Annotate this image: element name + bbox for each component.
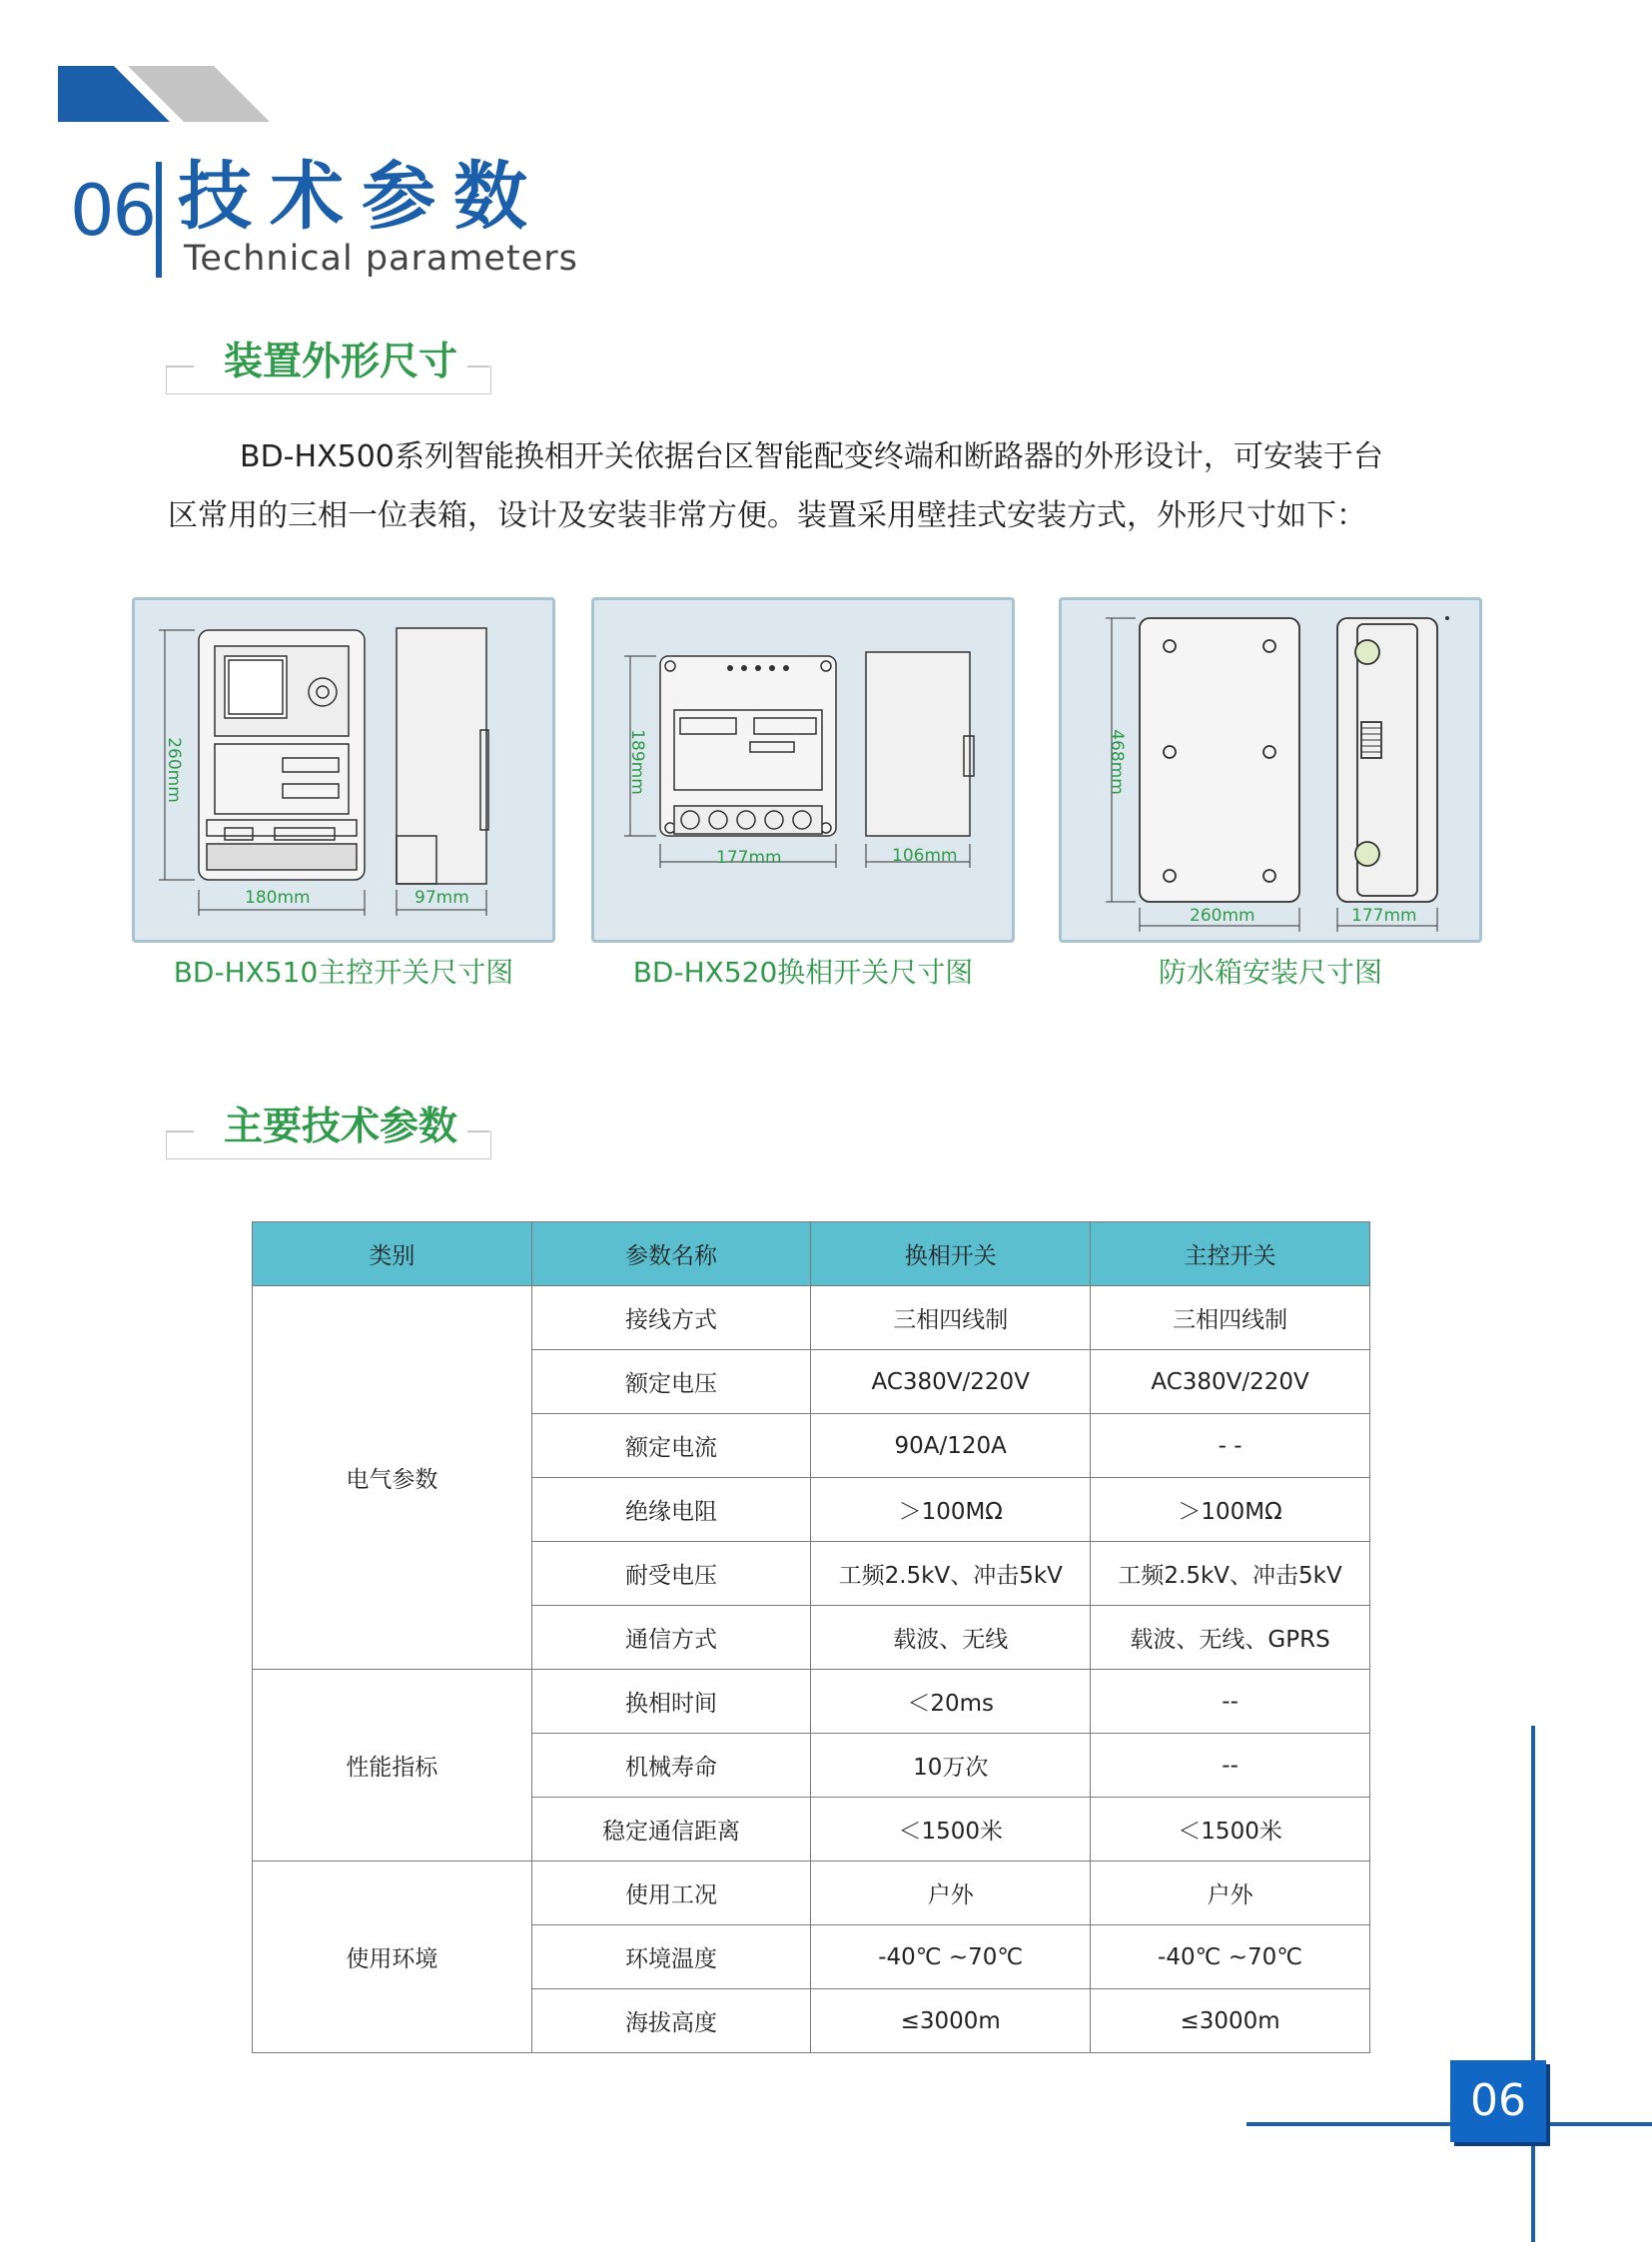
table-cell: 绝缘电阻 [531,1478,811,1542]
figure-panel-hx520 [591,597,1015,943]
column-header: 主控开关 [1091,1222,1370,1286]
dim-depth: 177mm [1351,906,1417,926]
category-cell: 电气参数 [253,1286,532,1670]
category-cell: 性能指标 [253,1670,532,1862]
figure-caption: BD-HX520换相开关尺寸图 [632,956,974,989]
table-row [253,1862,1370,1925]
table-cell: ＜20ms [811,1670,1091,1734]
page-number: 06 [1450,2060,1546,2142]
hx510-drawing [135,600,552,940]
page-title: 技术参数 [178,154,545,240]
table-cell: ＜1500米 [811,1798,1091,1862]
table-cell: 稳定通信距离 [531,1798,811,1862]
table-cell: 载波、无线、GPRS [1091,1606,1370,1670]
figure-caption: BD-HX510主控开关尺寸图 [173,956,514,989]
table-cell: ＞100MΩ [811,1478,1091,1542]
intro-paragraph [168,427,1486,545]
table-cell: 接线方式 [531,1286,811,1350]
table-cell: AC380V/220V [811,1350,1091,1414]
table-cell: 户外 [1091,1862,1370,1925]
table-cell: 机械寿命 [531,1734,811,1798]
table-cell: -- [1091,1670,1370,1734]
section-heading-dimensions [166,336,495,393]
section-heading-text: 装置外形尺寸 [220,342,467,384]
table-cell: 换相时间 [531,1670,811,1734]
table-cell: 耐受电压 [531,1542,811,1606]
dim-width: 180mm [245,888,311,908]
figure-panel-hx510 [132,597,555,943]
table-cell: 户外 [811,1862,1091,1925]
section-heading-text: 主要技术参数 [220,1107,467,1149]
chapter-number: 06 [70,170,156,252]
table-cell: -40℃ ~70℃ [811,1925,1091,1989]
table-cell: 10万次 [811,1734,1091,1798]
table-cell: -- [1091,1734,1370,1798]
table-cell: 三相四线制 [1091,1286,1370,1350]
paragraph-line: 区常用的三相一位表箱，设计及安装非常方便。装置采用壁挂式安装方式，外形尺寸如下： [168,498,1366,533]
figure-caption: 防水箱安装尺寸图 [1158,956,1382,989]
table-cell: 使用工况 [531,1862,811,1925]
table-cell: -40℃ ~70℃ [1091,1925,1370,1989]
table-cell: 三相四线制 [811,1286,1091,1350]
table-cell: ＞100MΩ [1091,1478,1370,1542]
table-cell: - - [1091,1414,1370,1478]
page-subtitle: Technical parameters [184,239,578,279]
table-cell: 通信方式 [531,1606,811,1670]
table-cell: 载波、无线 [811,1606,1091,1670]
dim-width: 177mm [716,848,782,868]
table-cell: 工频2.5kV、冲击5kV [811,1542,1091,1606]
hx520-drawing [594,600,1012,940]
column-header: 参数名称 [531,1222,811,1286]
chapter-divider [156,162,162,278]
section-heading-parameters [166,1101,495,1158]
table-cell: ≤3000m [811,1989,1091,2053]
corner-decoration [58,66,270,122]
dim-height: 260mm [164,737,184,803]
footer-vertical-line [1531,1726,1535,2242]
column-header: 换相开关 [811,1222,1091,1286]
figure-panel-waterproof-box [1059,597,1482,943]
paragraph-line: BD-HX500系列智能换相开关依据台区智能配变终端和断路器的外形设计，可安装于台 [240,439,1383,474]
table-cell: 额定电压 [531,1350,811,1414]
table-row [253,1286,1370,1350]
dim-width: 260mm [1190,906,1255,926]
category-cell: 使用环境 [253,1862,532,2053]
table-cell: ≤3000m [1091,1989,1370,2053]
table-header-row [253,1222,1370,1286]
table-cell: AC380V/220V [1091,1350,1370,1414]
dim-height: 189mm [627,729,647,795]
spec-table [252,1221,1370,2053]
footer-horizontal-line [1246,2122,1652,2126]
table-cell: 90A/120A [811,1414,1091,1478]
table-cell: 海拔高度 [531,1989,811,2053]
table-cell: 工频2.5kV、冲击5kV [1091,1542,1370,1606]
table-cell: ＜1500米 [1091,1798,1370,1862]
table-row [253,1670,1370,1734]
table-cell: 环境温度 [531,1925,811,1989]
dim-depth: 106mm [892,846,958,866]
column-header: 类别 [253,1222,532,1286]
dim-height: 468mm [1107,729,1127,795]
dim-depth: 97mm [414,888,469,908]
table-cell: 额定电流 [531,1414,811,1478]
